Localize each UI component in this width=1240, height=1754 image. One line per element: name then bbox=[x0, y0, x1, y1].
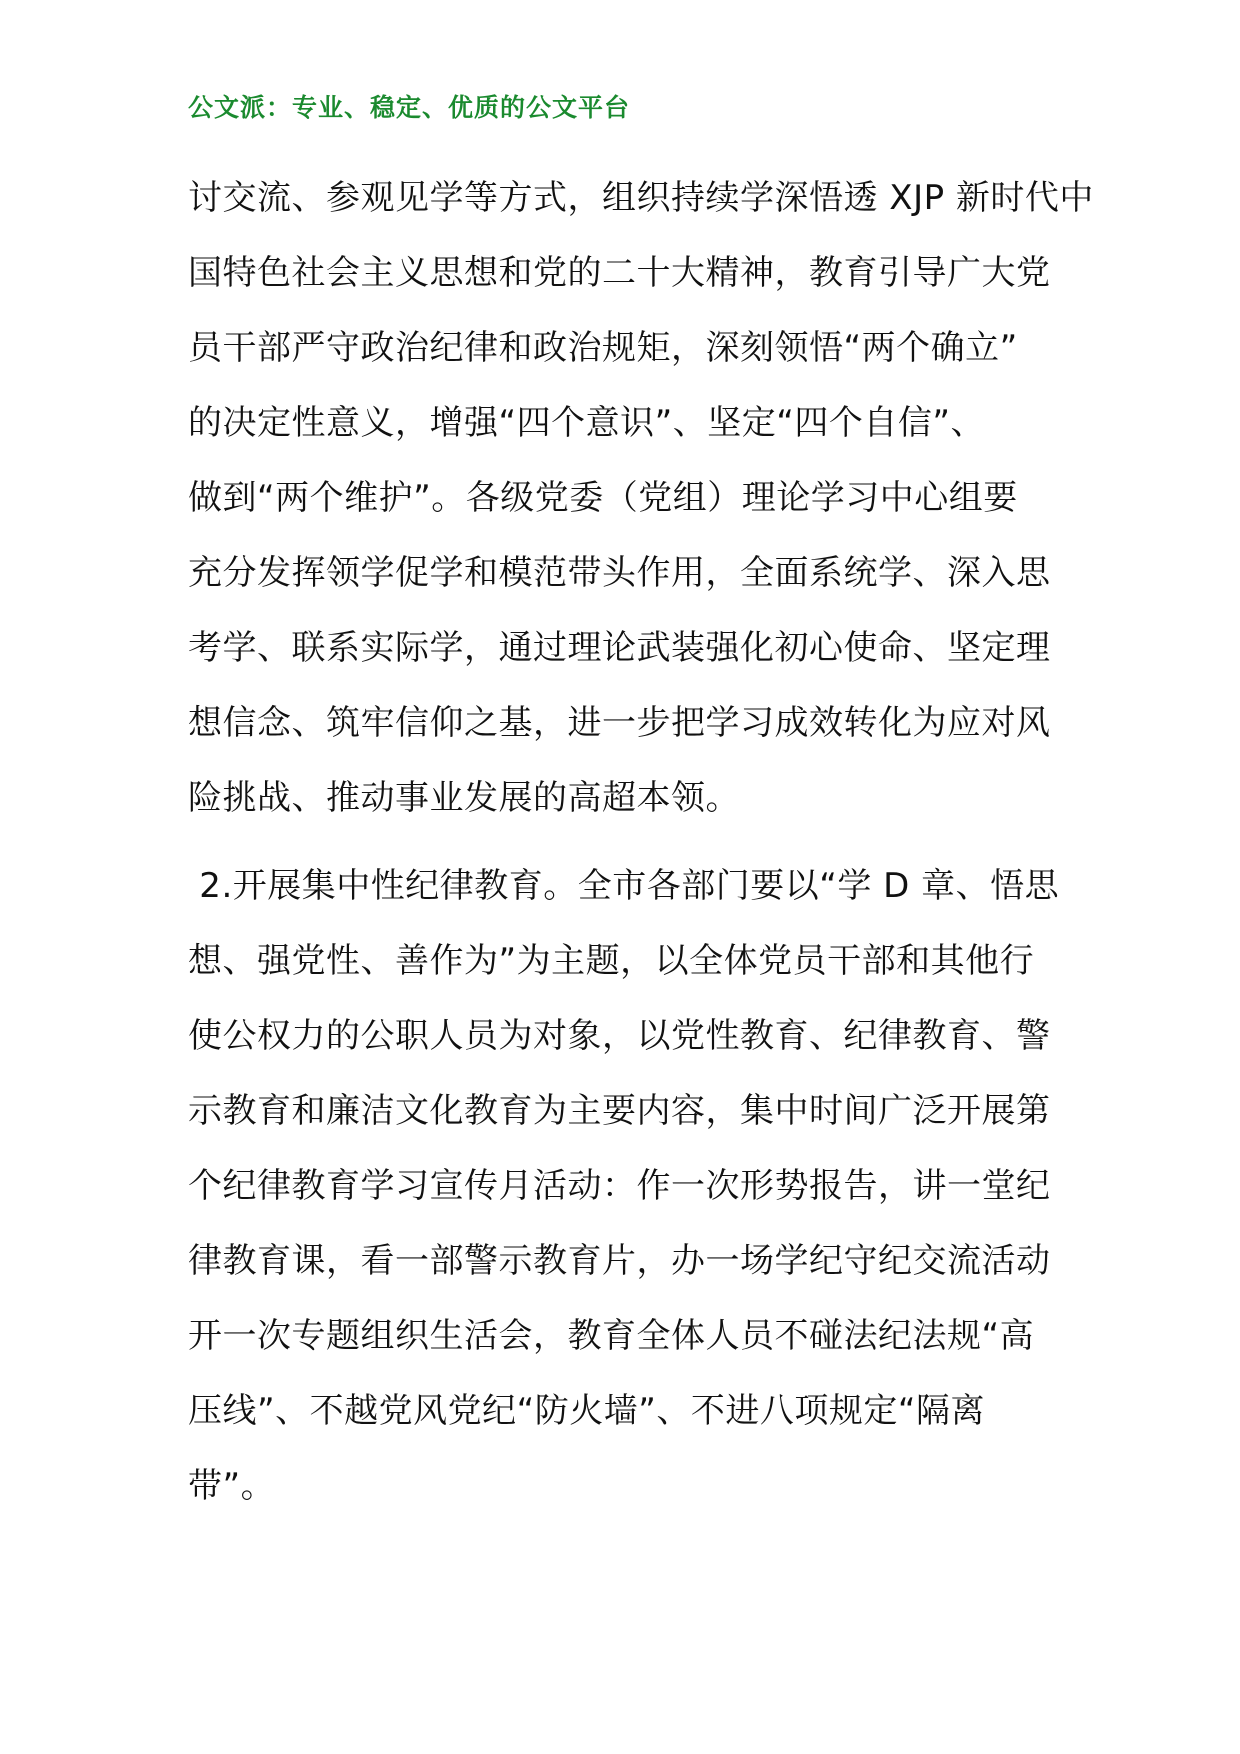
text-line: 国特色社会主义思想和党的二十大精神，教育引导广大党 bbox=[188, 253, 1051, 293]
paragraph-gap bbox=[188, 843, 1068, 856]
text-line: 的决定性意义，增强“四个意识”、坚定“四个自信”、 bbox=[188, 403, 985, 443]
text-line: 考学、联系实际学，通过理论武装强化初心使命、坚定理 bbox=[188, 628, 1051, 668]
text-line: 做到“两个维护”。各级党委（党组）理论学习中心组要 bbox=[188, 478, 1018, 518]
text-line: 员干部严守政治纪律和政治规矩，深刻领悟“两个确立” bbox=[188, 328, 1018, 368]
text-line: 险挑战、推动事业发展的高超本领。 bbox=[188, 778, 740, 818]
text-line: 律教育课，看一部警示教育片，办一场学纪守纪交流活动 bbox=[188, 1241, 1051, 1281]
document-body bbox=[188, 168, 1094, 1531]
text-line: 充分发挥领学促学和模范带头作用，全面系统学、深入思 bbox=[188, 553, 1051, 593]
text-line: 使公权力的公职人员为对象，以党性教育、纪律教育、警 bbox=[188, 1016, 1051, 1056]
paragraph-1 bbox=[188, 168, 1094, 843]
text-line: 讨交流、参观见学等方式，组织持续学深悟透 XJP 新时代中 bbox=[188, 178, 1094, 218]
text-line: 压线”、不越党风党纪“防火墙”、不进八项规定“隔离 bbox=[188, 1391, 985, 1431]
text-line: 带”。 bbox=[188, 1466, 276, 1506]
text-line: 想、强党性、善作为”为主题，以全体党员干部和其他行 bbox=[188, 941, 1035, 981]
text-line: 开一次专题组织生活会，教育全体人员不碰法纪法规“高 bbox=[188, 1316, 1035, 1356]
text-line: 想信念、筑牢信仰之基，进一步把学习成效转化为应对风 bbox=[188, 703, 1051, 743]
text-line: 2.开展集中性纪律教育。全市各部门要以“学 D 章、悟思 bbox=[188, 866, 1060, 906]
document-header: 公文派：专业、稳定、优质的公文平台 bbox=[188, 93, 631, 122]
text-line: 个纪律教育学习宣传月活动：作一次形势报告，讲一堂纪 bbox=[188, 1166, 1051, 1206]
paragraph-2 bbox=[188, 856, 1068, 1531]
text-line: 示教育和廉洁文化教育为主要内容，集中时间广泛开展第 bbox=[188, 1091, 1051, 1131]
